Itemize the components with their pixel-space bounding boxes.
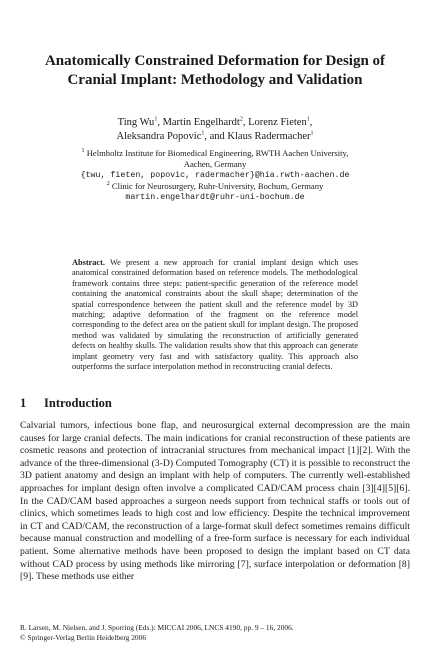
section-number: 1: [20, 396, 27, 410]
footer: [20, 623, 410, 642]
author-affiliation-mark: 1: [201, 130, 205, 137]
affiliation-1-email: {twu, fieten, popovic, radermacher}@hia.rwth-aachen.de: [80, 171, 350, 180]
affiliation-1-city: Aachen, Germany: [183, 159, 247, 169]
affiliation-2: [40, 181, 390, 192]
section-title: Introduction: [44, 396, 112, 410]
author-line-2: [40, 130, 390, 144]
author-separator: ,: [242, 117, 249, 128]
affiliation-mark: 1: [81, 148, 85, 155]
author-separator: ,: [309, 117, 313, 128]
abstract: [72, 258, 358, 372]
paper-title: [40, 52, 390, 90]
author-name: Aleksandra Popovic: [116, 131, 202, 142]
footer-citation: R. Larsen, M. Nielsen, and J. Sporring (Eds.): MICCAI 2006, LNCS 4190, pp. 9 – 16, 2006.: [20, 623, 294, 632]
affiliation-mark: 2: [106, 181, 110, 188]
author-affiliation-mark: 1: [154, 116, 158, 123]
author-separator: , and: [204, 131, 228, 142]
author-affiliation-mark: 1: [310, 130, 314, 137]
author-affiliation-mark: 2: [239, 116, 243, 123]
author-name: Ting Wu: [117, 117, 155, 128]
abstract-text: We present a new approach for cranial implant design which uses anatomical constrained deformation based on reference models. The methodological framework contains three steps: patient-specific generation of the reference model containing the anatomical constraints about the skull shape; determination of the spatial correspondence between the patient skull and the reference model by 3D matching; adaptive deformation of the fragment on the reference model corresponding to the defect area on the patient skull for implant design. The proposed method was validated by simulating the reconstruction of artificially generated defects on healthy skulls. The validation results show that this approach can generate implant geometry very fast and with satisfactory quality. This approach also outperforms the surface interpolation method in reconstructing cranial defects.: [72, 258, 358, 372]
author-separator: ,: [157, 117, 163, 128]
title-line-2: Cranial Implant: Methodology and Validation: [67, 72, 363, 88]
author-name: Klaus Radermacher: [227, 131, 311, 142]
abstract-label: Abstract.: [72, 258, 105, 267]
affiliation-text: Clinic for Neurosurgery, Ruhr-University, Bochum, Germany: [111, 181, 324, 191]
author-affiliation-mark: 1: [306, 116, 310, 123]
affiliation-1: [40, 148, 390, 159]
affiliation-text: Helmholtz Institute for Biomedical Engineering, RWTH Aachen University,: [86, 148, 349, 158]
author-name: Lorenz Fieten: [248, 117, 307, 128]
title-line-1: Anatomically Constrained Deformation for Design of: [44, 53, 386, 69]
author-list: [40, 116, 390, 144]
body-paragraph: Calvarial tumors, infectious bone flap, and neurosurgical external decompression are the main causes for large cranial defects. The main indications for cranial reconstruction of these patients are cosmetic reasons and protection of intracranial structures from mechanical impact [1][2]. With the advance of the three-dimensional (3-D) Computed Tomography (CT) it is possible to reconstruct the 3D patient anatomy and design an implant with help of computers. The currently well-established approaches for implant design often involve a complicated CAD/CAM process chain [3][4][5][6]. In the CAD/CAM based approaches a surgeon needs support from technical staffs or tools out of clinics, which sometimes leads to high cost and low efficiency. Despite the technical improvement in CT and CAD/CAM, the reconstruction of a large-format skull defect sometimes remains difficult because manual construction and modelling of a free-form surface is necessary for each individual patient. Some alternative methods have been proposed to design the implant based on CT data without CAD process by using methods like mirroring [7], surface interpolation or deformation [8][9]. These methods use either: [20, 420, 410, 583]
author-line-1: [40, 116, 390, 130]
affiliation-2-email: martin.engelhardt@ruhr-uni-bochum.de: [125, 193, 305, 202]
author-name: Martin Engelhardt: [162, 117, 240, 128]
section-heading: [20, 396, 112, 411]
affiliations: [40, 148, 390, 203]
footer-copyright: © Springer-Verlag Berlin Heidelberg 2006: [20, 632, 147, 642]
